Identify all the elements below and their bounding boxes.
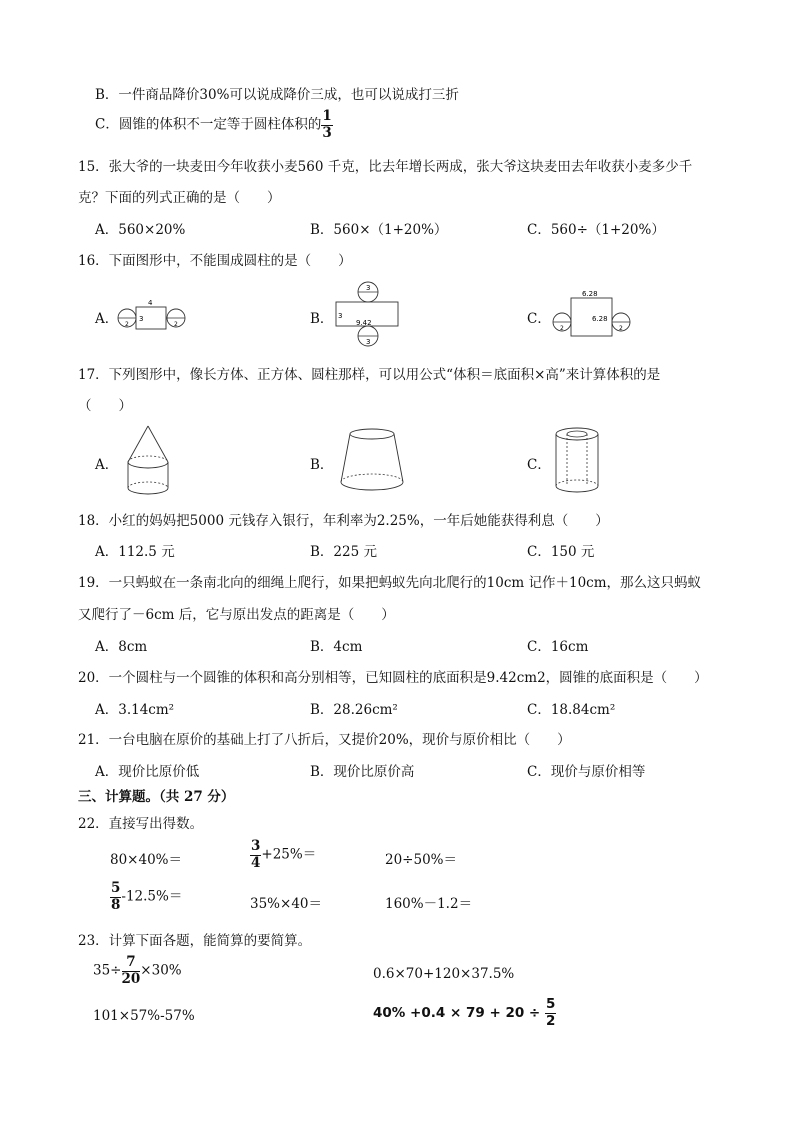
q20-option-b[interactable]: B．28.26cm²: [310, 702, 398, 718]
figb-top-circle-label: 3: [366, 284, 371, 292]
q17-stem-line1: 17．下列图形中，像长方体、正方体、圆柱那样，可以用公式“体积＝底面积×高”来计算体积的是: [78, 367, 661, 383]
q17-stem-line2: （ ）: [78, 398, 132, 414]
q22-r2c3: 160%－1.2＝: [385, 896, 473, 912]
figb-bottom-label: 9.42: [356, 319, 372, 327]
q19-stem-line2: 又爬行了－6cm 后，它与原出发点的距离是（ ）: [78, 607, 395, 623]
q17-figure-a-cone-cylinder: [120, 424, 180, 500]
figc-right-circle-label: 2: [619, 325, 623, 332]
q21-option-b[interactable]: B．现价比原价高: [310, 764, 415, 780]
q18-stem: 18．小红的妈妈把5000 元钱存入银行，年利率为2.25%，一年后她能获得利息（ ）: [78, 513, 609, 529]
q20-option-a[interactable]: A．3.14cm²: [95, 702, 175, 718]
q14-option-b: B．一件商品降价30%可以说成降价三成，也可以说成打三折: [95, 87, 459, 103]
q18-option-a[interactable]: A．112.5 元: [95, 544, 175, 560]
q22-r1c3: 20÷50%＝: [385, 852, 457, 868]
q20-option-c[interactable]: C．18.84cm²: [527, 702, 616, 718]
q23-stem: 23．计算下面各题，能简算的要简算。: [78, 933, 312, 949]
q16-option-c-label[interactable]: C．: [527, 311, 551, 327]
q15-option-c[interactable]: C．560÷（1+20%）: [527, 222, 665, 238]
q19-option-c[interactable]: C．16cm: [527, 639, 589, 655]
q22-r2c2: 35%×40＝: [250, 896, 322, 912]
q15-option-b[interactable]: B．560×（1+20%）: [310, 222, 448, 238]
q19-option-a[interactable]: A．8cm: [95, 639, 148, 655]
q22-stem: 22．直接写出得数。: [78, 816, 204, 832]
figc-left-circle-label: 2: [560, 325, 564, 332]
q17-figure-c-hollow-cylinder: [552, 426, 604, 498]
q22-r2c1-fraction: $\frac{5}{8}$: [111, 880, 121, 913]
q15-stem-line1: 15．张大爷的一块麦田今年收获小麦560 千克，比去年增长两成，张大爷这块麦田去年收获小麦多少千: [78, 159, 693, 175]
figa-left-circle-label: 2: [125, 321, 129, 328]
q23-expr-1: 35÷ $\frac{7}{20}$ ×30%: [93, 954, 182, 987]
section-3-heading: 三、计算题。（共 27 分）: [78, 789, 235, 805]
q18-option-c[interactable]: C．150 元: [527, 544, 595, 560]
q16-option-a-label[interactable]: A．: [95, 311, 119, 327]
q23-expr-1-fraction: $\frac{7}{20}$: [121, 954, 141, 987]
figa-top-label: 4: [148, 299, 153, 307]
q21-stem: 21．一台电脑在原价的基础上打了八折后，又提价20%，现价与原价相比（ ）: [78, 732, 571, 748]
q17-figure-b-frustum: [338, 426, 408, 496]
figb-bottom-circle-label: 3: [366, 338, 371, 346]
figa-right-circle-label: 2: [174, 321, 178, 328]
q16-stem: 16．下面图形中，不能围成圆柱的是（ ）: [78, 253, 352, 269]
q14-option-c-text: C．圆锥的体积不一定等于圆柱体积的: [95, 116, 322, 133]
q16-figure-a: [116, 296, 192, 332]
q20-stem: 20．一个圆柱与一个圆锥的体积和高分别相等，已知圆柱的底面积是9.42cm2，圆锥的底面积是（ ）: [78, 670, 708, 686]
q15-option-a[interactable]: A．560×20%: [95, 222, 186, 238]
q14-fraction: $\frac{1}{3}$: [322, 108, 332, 141]
q22-r1c2-fraction: $\frac{3}{4}$: [251, 838, 261, 871]
q17-option-c-label[interactable]: C．: [527, 457, 551, 473]
q23-expr-4-fraction: $\frac{5}{2}$: [545, 996, 556, 1029]
figc-top-label: 6.28: [582, 290, 598, 298]
figa-side-label: 3: [139, 315, 144, 323]
q16-option-b-label[interactable]: B．: [310, 311, 334, 327]
q15-stem-line2: 克？下面的列式正确的是（ ）: [78, 190, 281, 206]
q14-option-c: [95, 110, 333, 140]
q23-expr-3: 101×57%-57%: [93, 1008, 195, 1024]
q18-option-b[interactable]: B．225 元: [310, 544, 377, 560]
figc-side-label: 6.28: [592, 315, 608, 323]
q23-expr-4: 40% +0.4 × 79 + 20 ÷ $\frac{5}{2}$: [373, 996, 556, 1029]
q19-stem-line1: 19．一只蚂蚁在一条南北向的细绳上爬行，如果把蚂蚁先向北爬行的10cm 记作＋10cm，那么这只蚂蚁: [78, 575, 702, 591]
q16-figure-b: [334, 280, 404, 350]
q22-r1c1: 80×40%＝: [110, 852, 182, 868]
q22-r2c1: $\frac{5}{8}$ -12.5%＝: [111, 880, 183, 913]
q21-option-a[interactable]: A．现价比原价低: [95, 764, 200, 780]
q16-figure-c: [551, 288, 633, 338]
q17-option-a-label[interactable]: A．: [95, 457, 119, 473]
q17-option-b-label[interactable]: B．: [310, 457, 334, 473]
q21-option-c[interactable]: C．现价与原价相等: [527, 764, 646, 780]
q19-option-b[interactable]: B．4cm: [310, 639, 363, 655]
q23-expr-2: 0.6×70+120×37.5%: [373, 966, 515, 982]
figb-side-label: 3: [338, 312, 343, 320]
q22-r1c2: $\frac{3}{4}$ +25%＝: [251, 838, 317, 871]
